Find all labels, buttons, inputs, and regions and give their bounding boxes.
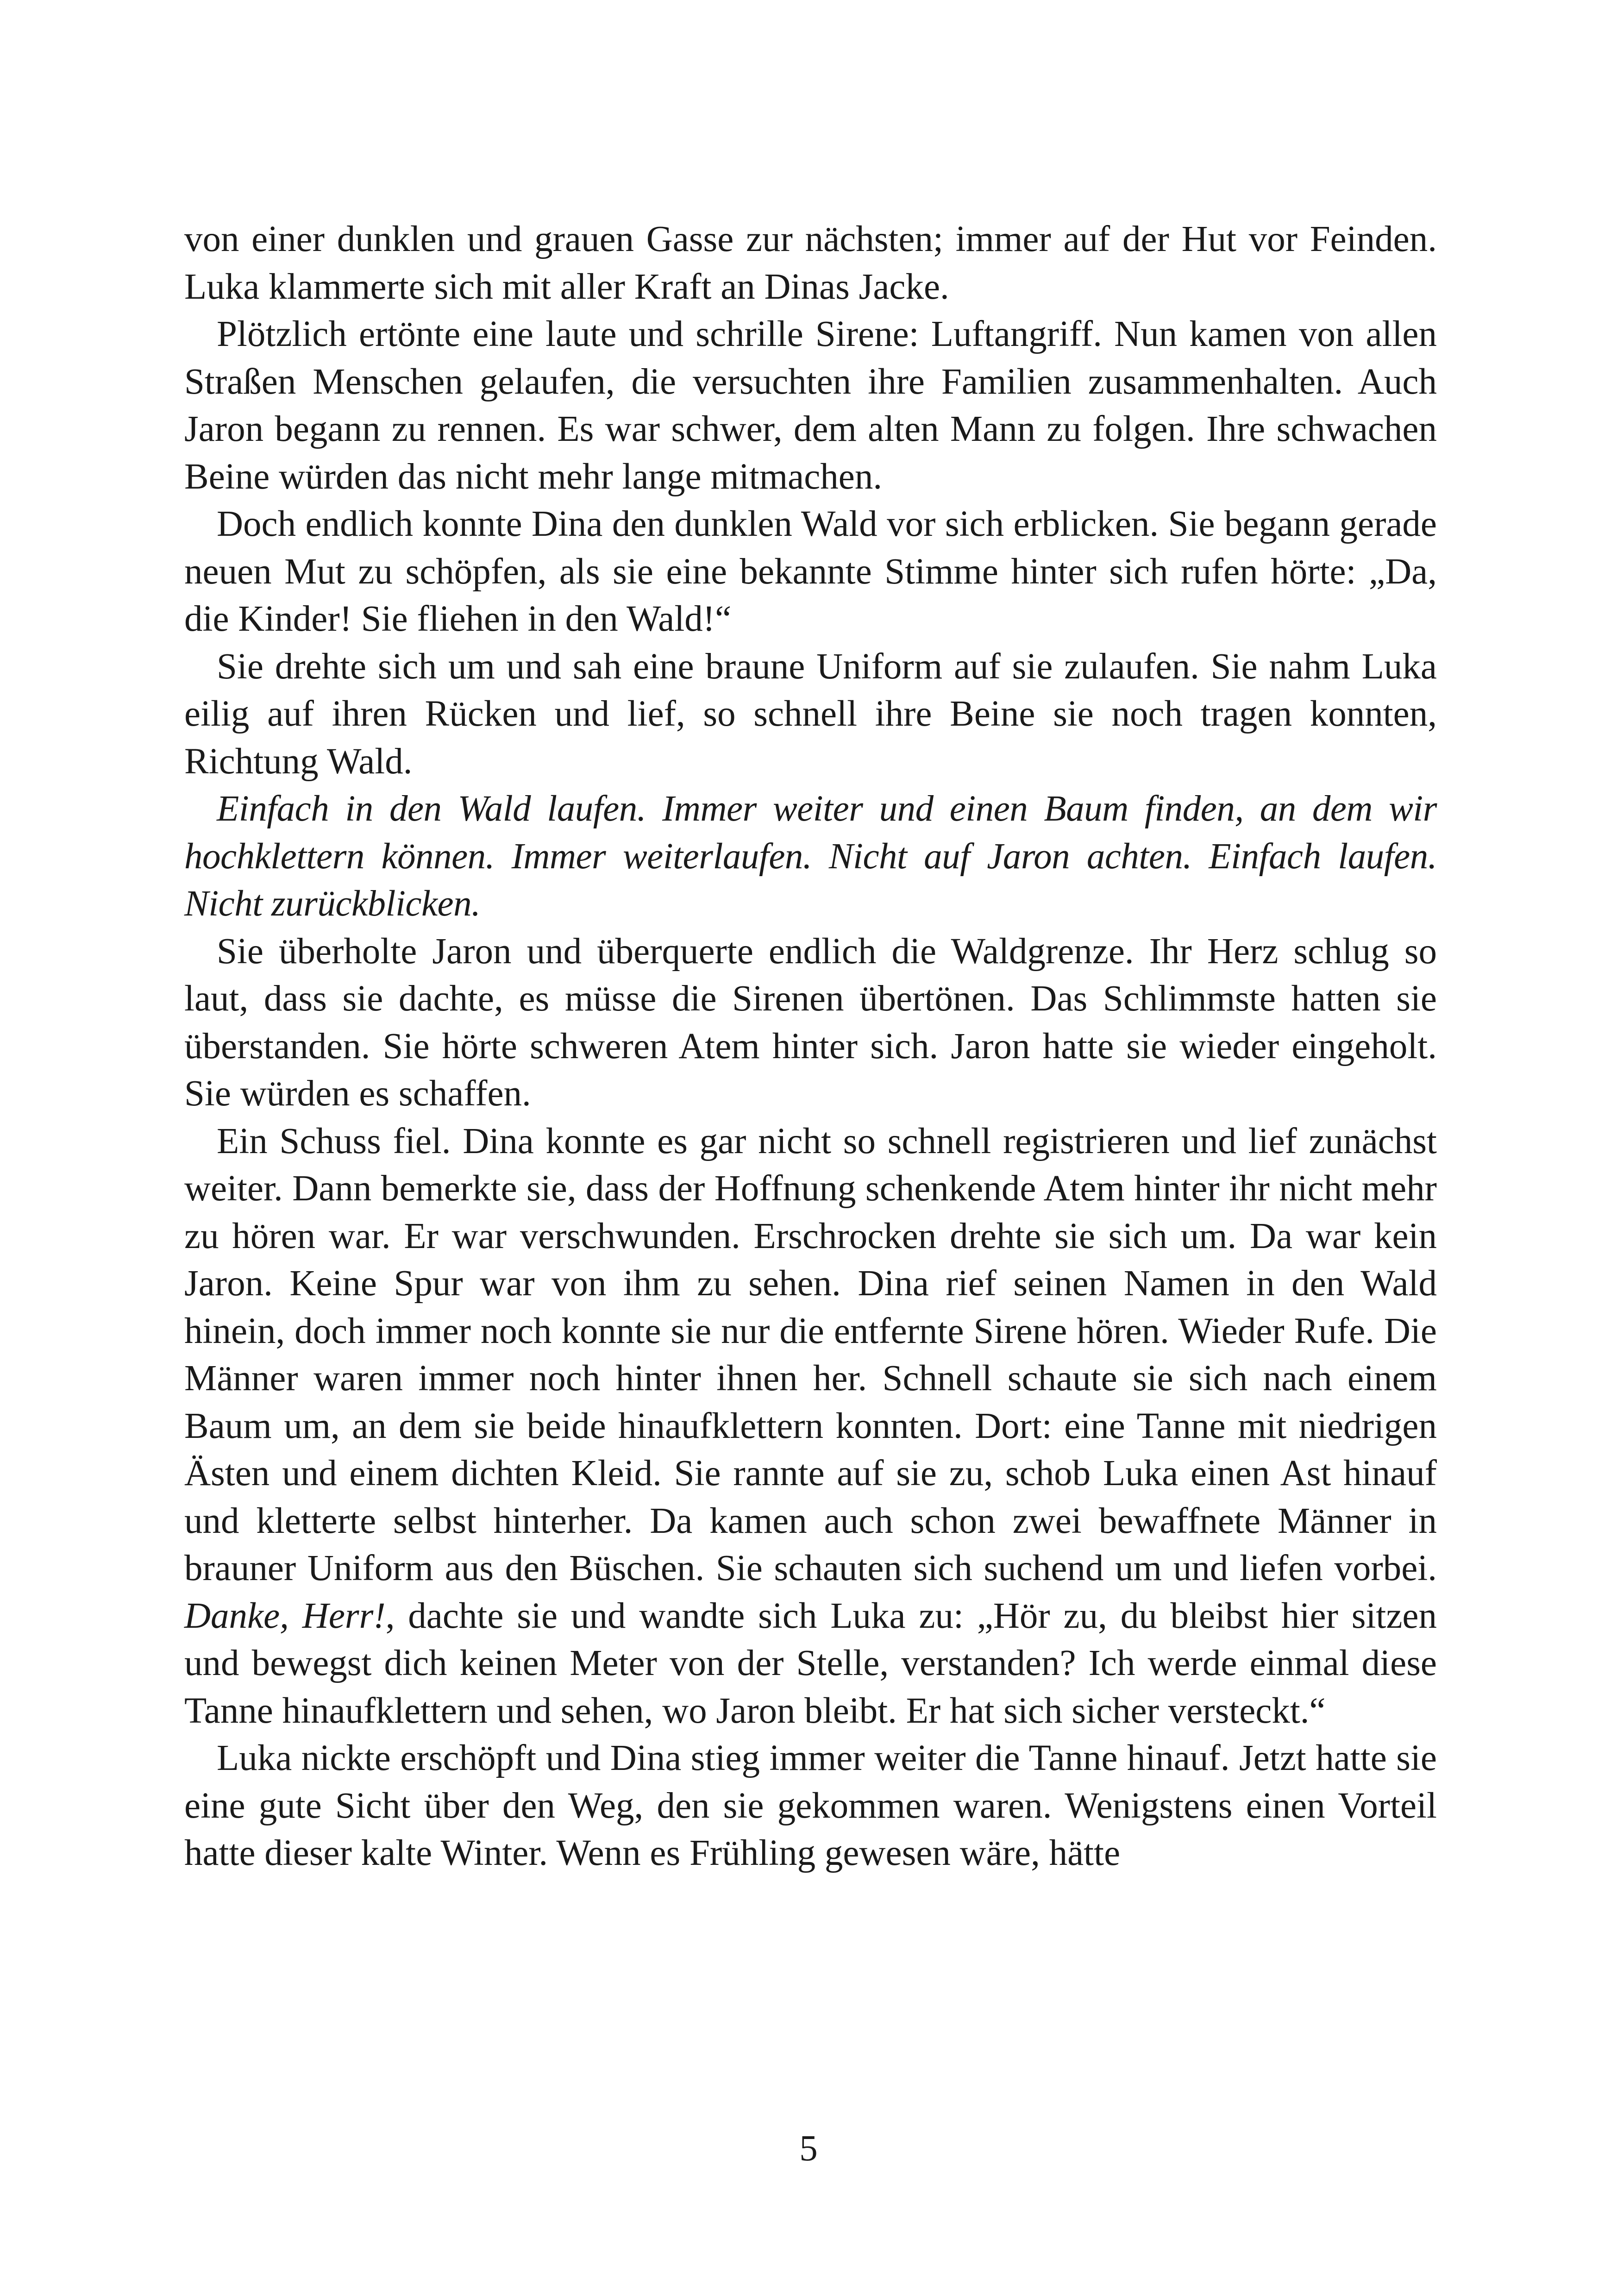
paragraph-8-text: Luka nickte erschöpft und Dina stieg immer weiter die Tanne hinauf. Jetzt hatte sie eine gute Sicht über den Weg, den sie gekommen waren. Wenigstens einen Vorteil hatte dieser kalte Winter. Wenn es Frühling gewesen wäre, hätte: [184, 1738, 1437, 1873]
paragraph-1: [184, 216, 1437, 311]
paragraph-6-text: Sie überholte Jaron und überquerte endlich die Waldgrenze. Ihr Herz schlug so laut, dass sie dachte, es müsse die Sirenen übertönen. Das Schlimmste hatten sie überstanden. Sie hörte schweren Atem hinter sich. Jaron hatte sie wieder eingeholt. Sie würden es schaffen.: [184, 931, 1437, 1114]
paragraph-3: [184, 501, 1437, 643]
paragraph-6: [184, 928, 1437, 1118]
page-number: 5: [799, 2128, 818, 2169]
paragraph-5-inner-thought: [184, 785, 1437, 928]
paragraph-7-italic-phrase: Danke, Herr!: [184, 1595, 386, 1636]
paragraph-8: [184, 1735, 1437, 1877]
paragraph-4-text: Sie drehte sich um und sah eine braune Uniform auf sie zulaufen. Sie nahm Luka eilig auf ihren Rücken und lief, so schnell ihre Beine sie noch tragen konnten, Richtung Wald.: [184, 646, 1437, 782]
paragraph-5-text: Einfach in den Wald laufen. Immer weiter und einen Baum finden, an dem wir hochklettern können. Immer weiterlaufen. Nicht auf Jaron achten. Einfach laufen. Nicht zurückblicken.: [184, 789, 1437, 924]
paragraph-7-text-a: Ein Schuss fiel. Dina konnte es gar nicht so schnell registrieren und lief zunächst weiter. Dann bemerkte sie, dass der Hoffnung schenkende Atem hinter ihr nicht mehr zu hören war. Er war verschwunden. Erschrocken drehte sie sich um. Da war kein Jaron. Keine Spur war von ihm zu sehen. Dina rief seinen Namen in den Wald hinein, doch immer noch konnte sie nur die entfernte Sirene hören. Wieder Rufe. Die Männer waren immer noch hinter ihnen her. Schnell schaute sie sich nach einem Baum um, an dem sie beide hinaufklettern konnten. Dort: eine Tanne mit niedrigen Ästen und einem dichten Kleid. Sie rannte auf sie zu, schob Luka einen Ast hinauf und kletterte selbst hinterher. Da kamen auch schon zwei bewaffnete Männer in brauner Uniform aus den Büschen. Sie schauten sich suchend um und liefen vorbei.: [184, 1121, 1437, 1588]
paragraph-2-text: Plötzlich ertönte eine laute und schrille Sirene: Luftangriff. Nun kamen von allen Straßen Menschen gelaufen, die versuchten ihre Familien zusammenhalten. Auch Jaron begann zu rennen. Es war schwer, dem alten Mann zu folgen. Ihre schwachen Beine würden das nicht mehr lange mitmachen.: [184, 314, 1437, 497]
body-text: [184, 216, 1437, 1877]
paragraph-2: [184, 311, 1437, 501]
paragraph-1-text: von einer dunklen und grauen Gasse zur nächsten; immer auf der Hut vor Feinden. Luka klammerte sich mit aller Kraft an Dinas Jacke.: [184, 219, 1437, 307]
paragraph-7: [184, 1118, 1437, 1735]
paragraph-4: [184, 643, 1437, 786]
paragraph-3-text: Doch endlich konnte Dina den dunklen Wald vor sich erblicken. Sie begann gerade neuen Mut zu schöpfen, als sie eine bekannte Stimme hinter sich rufen hörte: „Da, die Kinder! Sie fliehen in den Wald!“: [184, 504, 1437, 639]
paragraph-7-text-b: , dachte sie und wandte sich Luka zu: „Hör zu, du bleibst hier sitzen und bewegst dich keinen Meter von der Stelle, verstanden? Ich werde einmal diese Tanne hinaufklettern und sehen, wo Jaron bleibt. Er hat sich sicher versteckt.“: [184, 1595, 1437, 1731]
